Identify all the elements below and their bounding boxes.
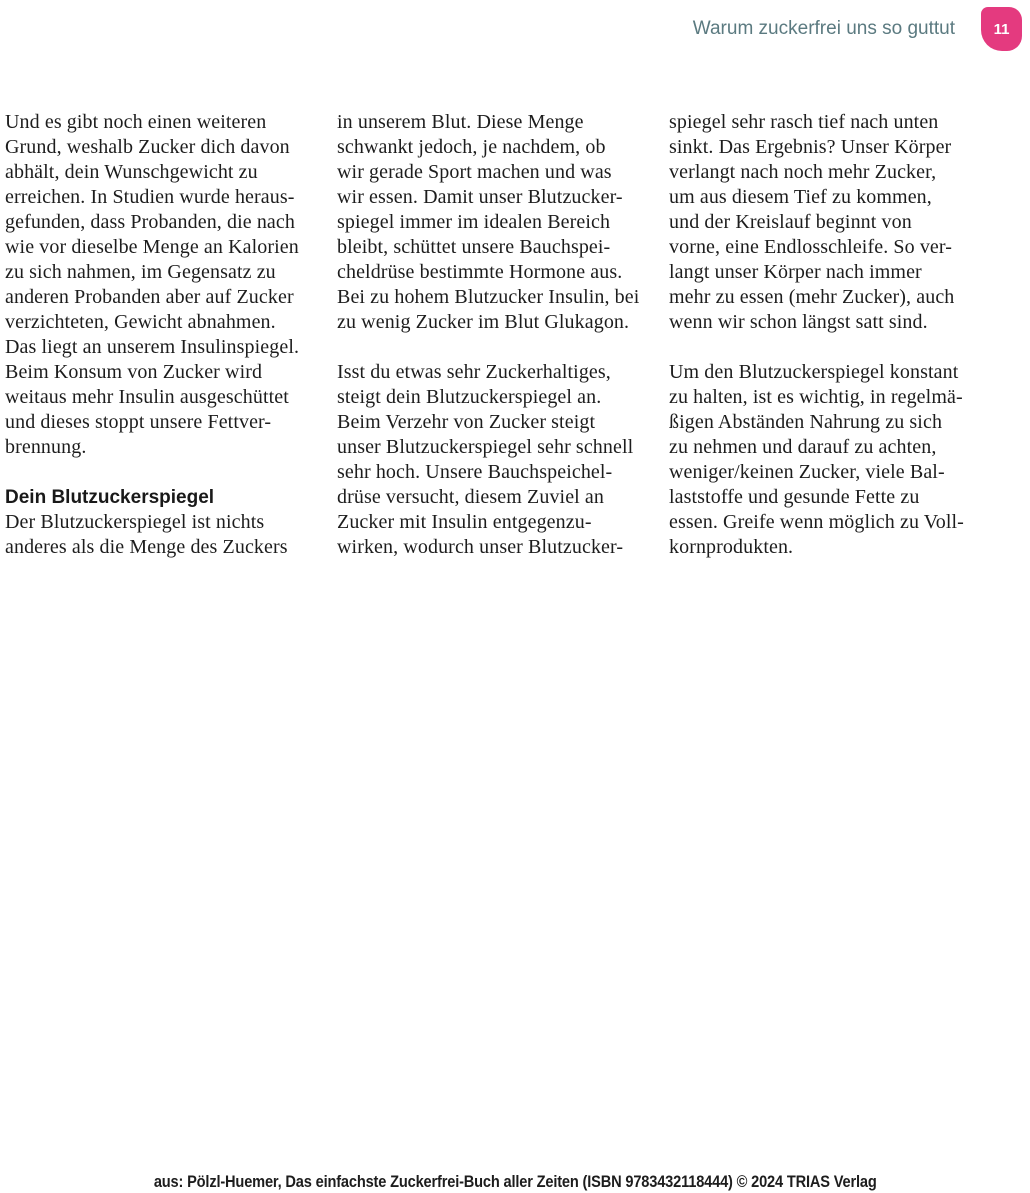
text-line: vorne, eine Endlosschleife. So ver- (669, 236, 953, 258)
text-line: wirken, wodurch unser Blutzucker- (337, 536, 624, 558)
text-line: verlangt nach noch mehr Zucker, (669, 161, 937, 183)
text-line: erreichen. In Studien wurde heraus- (5, 186, 295, 208)
text-line: Zucker mit Insulin entgegenzu- (337, 511, 592, 533)
text-line: cheldrüse bestimmte Hormone aus. (337, 261, 623, 283)
text-line: sehr hoch. Unsere Bauchspeichel- (337, 461, 613, 483)
text-line: essen. Greife wenn möglich zu Voll- (669, 511, 964, 533)
text-column-1 (5, 110, 300, 560)
text-line: zu wenig Zucker im Blut Glukagon. (337, 311, 630, 333)
text-line: sinkt. Das Ergebnis? Unser Körper (669, 136, 952, 158)
section-heading: Dein Blutzuckerspiegel (5, 487, 215, 508)
text-line: unser Blutzuckerspiegel sehr schnell (337, 436, 634, 458)
text-columns (5, 110, 964, 560)
text-line: zu sich nahmen, im Gegensatz zu (5, 261, 276, 283)
text-line: in unserem Blut. Diese Menge (337, 111, 584, 133)
text-line: zu nehmen und darauf zu achten, (669, 436, 937, 458)
paragraph (669, 360, 964, 560)
text-line: Bei zu hohem Blutzucker Insulin, bei (337, 286, 640, 308)
text-line: mehr zu essen (mehr Zucker), auch (669, 286, 955, 308)
paragraph (5, 510, 297, 560)
text-line: anderen Probanden aber auf Zucker (5, 286, 294, 308)
text-line: kornprodukten. (669, 536, 794, 558)
text-line: um aus diesem Tief zu kommen, (669, 186, 932, 208)
text-line: langt unser Körper nach immer (669, 261, 922, 283)
text-line: bleibt, schüttet unsere Bauchspei- (337, 236, 611, 258)
text-column-2 (337, 110, 640, 560)
text-line: Das liegt an unserem Insulinspiegel. (5, 336, 300, 358)
paragraph (5, 110, 300, 460)
text-line: Beim Verzehr von Zucker steigt (337, 411, 596, 433)
text-line: weitaus mehr Insulin ausgeschüttet (5, 386, 289, 408)
text-line: Um den Blutzuckerspiegel konstant (669, 361, 959, 383)
text-line: ßigen Abständen Nahrung zu sich (669, 411, 943, 433)
text-column-3 (669, 110, 964, 560)
page-header (693, 0, 1022, 58)
text-line: Grund, weshalb Zucker dich davon (5, 136, 290, 158)
text-line: brennung. (5, 436, 87, 458)
text-line: zu halten, ist es wichtig, in regelmä- (669, 386, 963, 408)
paragraph (337, 360, 634, 560)
page-number: 11 (993, 20, 1010, 38)
page-footer (0, 1169, 1030, 1193)
text-line: Beim Konsum von Zucker wird (5, 361, 263, 383)
text-line: drüse versucht, diesem Zuviel an (337, 486, 605, 508)
text-line: Und es gibt noch einen weiteren (5, 111, 267, 133)
text-line: wir essen. Damit unser Blutzucker- (337, 186, 623, 208)
text-line: laststoffe und gesunde Fette zu (669, 486, 920, 508)
paragraph (669, 110, 961, 335)
paragraph (337, 110, 640, 335)
text-line: spiegel immer im idealen Bereich (337, 211, 611, 233)
text-line: abhält, dein Wunschgewicht zu (5, 161, 258, 183)
text-line: anderes als die Menge des Zuckers (5, 536, 288, 558)
text-line: weniger/keinen Zucker, viele Bal- (669, 461, 945, 483)
source-credit: aus: Pölzl-Huemer, Das einfachste Zuckerfrei-Buch aller Zeiten (ISBN 9783432118444) © 2024 TRIAS Verlag (153, 1172, 877, 1191)
text-line: steigt dein Blutzuckerspiegel an. (337, 386, 602, 408)
text-line: und der Kreislauf beginnt von (669, 211, 912, 233)
text-line: wir gerade Sport machen und was (337, 161, 612, 183)
text-line: wenn wir schon längst satt sind. (669, 311, 928, 333)
text-line: Der Blutzuckerspiegel ist nichts (5, 511, 265, 533)
text-line: verzichteten, Gewicht abnahmen. (5, 311, 276, 333)
text-line: gefunden, dass Probanden, die nach (5, 211, 295, 233)
text-line: und dieses stoppt unsere Fettver- (5, 411, 272, 433)
text-line: wie vor dieselbe Menge an Kalorien (5, 236, 299, 258)
text-line: spiegel sehr rasch tief nach unten (669, 111, 939, 133)
page-number-badge (981, 7, 1022, 51)
running-head: Warum zuckerfrei uns so guttut (692, 18, 955, 39)
text-line: Isst du etwas sehr Zuckerhaltiges, (337, 361, 611, 383)
text-line: schwankt jedoch, je nachdem, ob (337, 136, 606, 158)
